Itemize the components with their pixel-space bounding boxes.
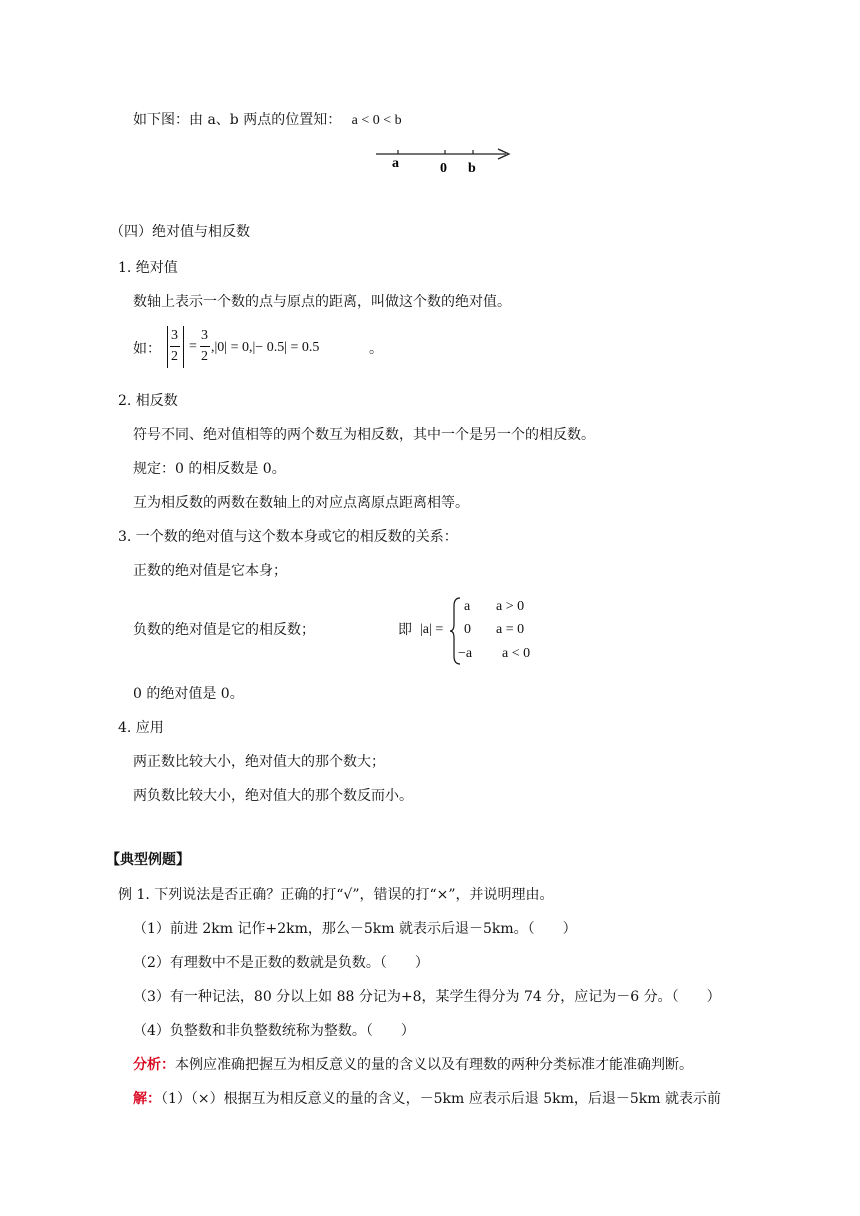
solution-line: [133, 1089, 721, 1109]
frac-numerator: 3: [171, 328, 178, 343]
intro-text: 如下图：由 a、b 两点的位置知：: [133, 112, 342, 128]
item2-line1: 符号不同、绝对值相等的两个数互为相反数，其中一个是另一个的相反数。: [133, 427, 595, 443]
item3-line3: 0 的绝对值是 0。: [133, 686, 244, 702]
case3-condition: a < 0: [502, 646, 531, 661]
example-period: 。: [369, 341, 383, 357]
axis-label-a: a: [392, 156, 399, 171]
case1-value: a: [464, 599, 471, 614]
intro-relation: a < 0 < b: [351, 113, 402, 128]
example1-item-2: （2）有理数中不是正数的数就是负数。（ ）: [133, 955, 429, 971]
abs-bar-left: [167, 326, 168, 368]
axis-label-0: 0: [440, 161, 447, 176]
item4-title: 4. 应用: [118, 720, 164, 736]
item1-title: 1. 绝对值: [118, 260, 178, 276]
item3-title: 3. 一个数的绝对值与这个数本身或它的相反数的关系：: [118, 529, 458, 545]
section-heading: （四）绝对值与相反数: [110, 224, 250, 240]
item3-line2: 负数的绝对值是它的相反数；: [133, 622, 315, 638]
item1-definition: 数轴上表示一个数的点与原点的距离，叫做这个数的绝对值。: [133, 294, 511, 310]
solution-label: 解：: [133, 1091, 161, 1107]
ji-label: 即: [398, 622, 412, 638]
example1-item-4: （4）负整数和非负整数统称为整数。（ ）: [133, 1023, 415, 1039]
item4-line1: 两正数比较大小，绝对值大的那个数大；: [133, 754, 385, 770]
item2-title: 2. 相反数: [118, 393, 178, 409]
case1-condition: a > 0: [496, 599, 525, 614]
abs-lhs: |a| =: [420, 622, 444, 637]
example-prefix: 如：: [133, 341, 161, 357]
analysis-line: [133, 1055, 693, 1075]
example-rest: ,|0| = 0,|− 0.5| = 0.5: [211, 340, 320, 355]
analysis-label: 分析：: [133, 1057, 175, 1073]
number-line-figure: [370, 140, 520, 180]
example1-item-3: （3）有一种记法，80 分以上如 88 分记为+8，某学生得分为 74 分，应记为－6 分。（ ）: [133, 989, 721, 1005]
frac2-numerator: 3: [201, 328, 208, 343]
case2-condition: a = 0: [496, 622, 525, 637]
case2-value: 0: [464, 622, 471, 637]
item2-line3: 互为相反数的两数在数轴上的对应点离原点距离相等。: [133, 495, 469, 511]
frac2-denominator: 2: [201, 349, 208, 364]
intro-line: [133, 110, 402, 131]
frac-denominator: 2: [171, 349, 178, 364]
abs-bar-right: [183, 326, 184, 368]
item2-line2: 规定：0 的相反数是 0。: [133, 461, 286, 477]
axis-label-b: b: [468, 161, 476, 176]
analysis-text: 本例应准确把握互为相反意义的量的含义以及有理数的两种分类标准才能准确判断。: [175, 1057, 693, 1073]
item4-line2: 两负数比较大小，绝对值大的那个数反而小。: [133, 788, 413, 804]
examples-heading: 【典型例题】: [106, 852, 190, 868]
item3-line1: 正数的绝对值是它本身；: [133, 563, 287, 579]
example1-title: 例 1. 下列说法是否正确？正确的打“√”，错误的打“×”，并说明理由。: [118, 887, 554, 903]
case3-value: −a: [458, 646, 473, 661]
solution-text: （1）（×）根据互为相反意义的量的含义，－5km 应表示后退 5km，后退－5km 就表示前: [161, 1091, 721, 1107]
equals-sign: =: [189, 339, 197, 354]
example1-item-1: （1）前进 2km 记作+2km，那么－5km 就表示后退－5km。（ ）: [133, 921, 577, 937]
